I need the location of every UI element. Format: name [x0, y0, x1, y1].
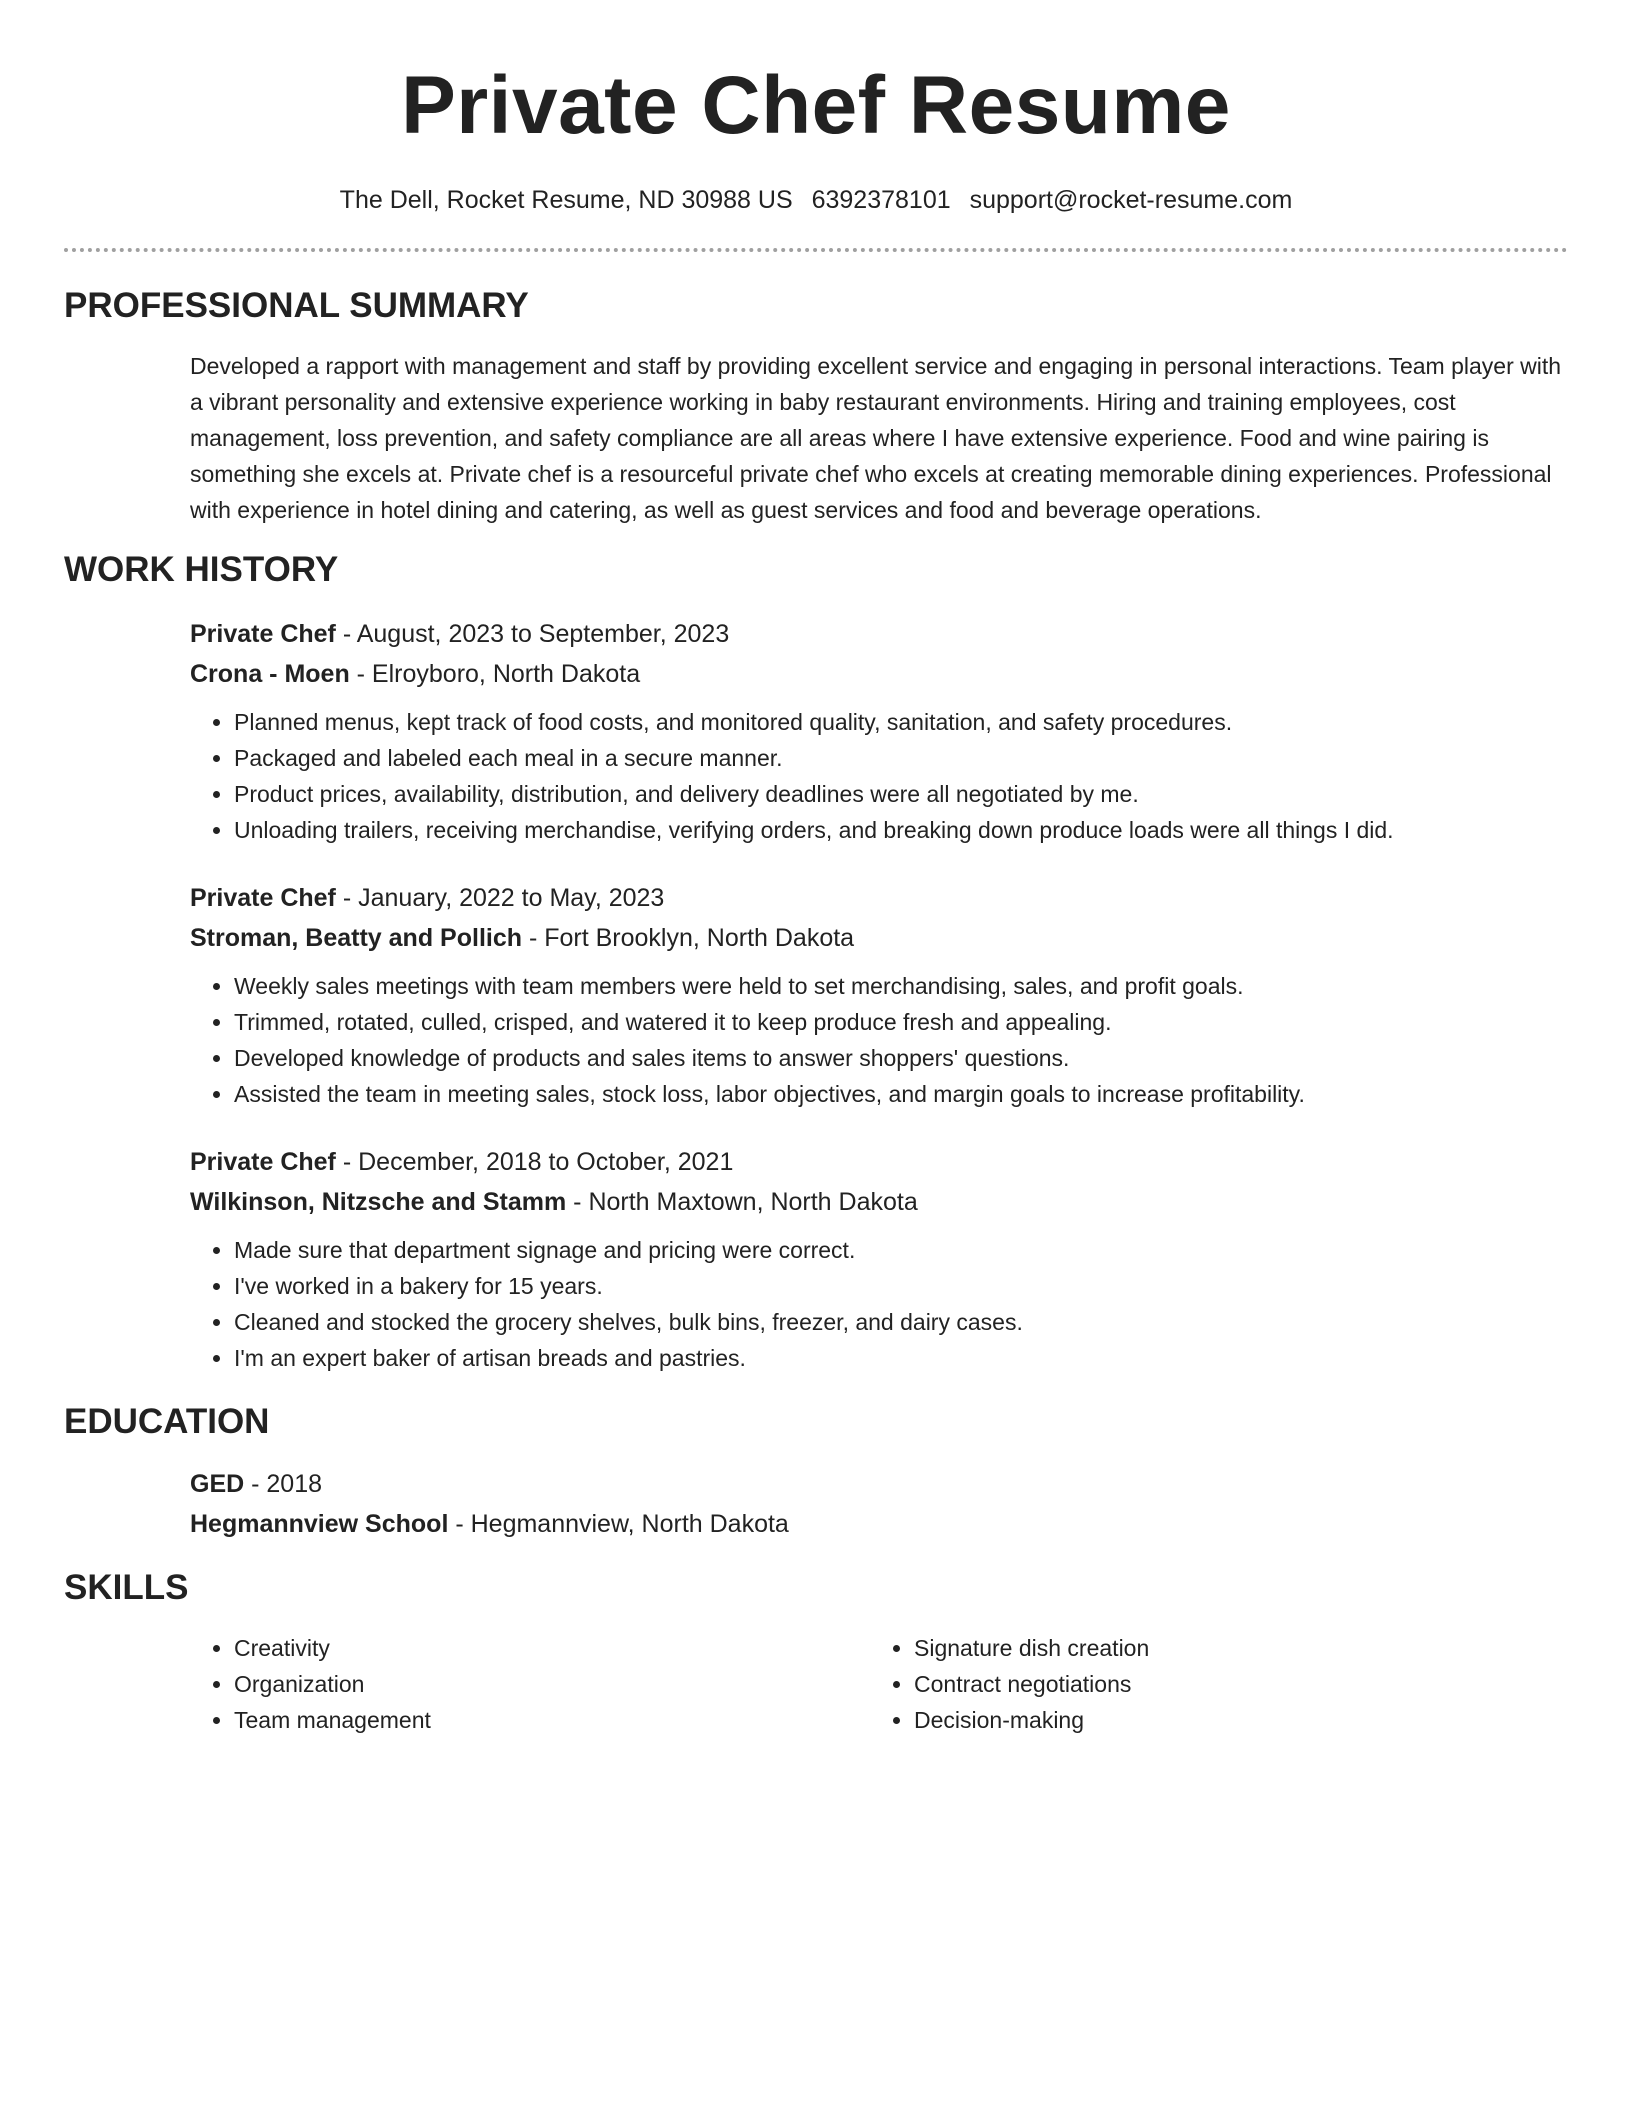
job-bullet: • Planned menus, kept track of food costs, and monitored quality, sanitation, and safety procedures.: [234, 704, 1568, 740]
skills-list-left: [190, 1630, 870, 1738]
job-entry: [190, 614, 1568, 848]
section-title-skills: SKILLS: [64, 1568, 189, 1607]
skill-item: • Team management: [234, 1702, 870, 1738]
section-title-education: EDUCATION: [64, 1402, 270, 1441]
section-title-summary: PROFESSIONAL SUMMARY: [64, 286, 529, 325]
job-company-line: [190, 654, 1568, 694]
education-entry: [190, 1464, 1568, 1544]
job-company: Stroman, Beatty and Pollich: [190, 924, 523, 952]
skill-item: • Contract negotiations: [914, 1666, 1490, 1702]
skills-grid: [190, 1630, 1568, 1738]
contact-line: [64, 184, 1568, 216]
work-history-section: [64, 548, 1568, 1376]
job-role: Private Chef: [190, 884, 336, 912]
job-bullet: • I'm an expert baker of artisan breads and pastries.: [234, 1340, 1568, 1376]
job-location: - Fort Brooklyn, North Dakota: [522, 924, 855, 952]
job-bullet: • Trimmed, rotated, culled, crisped, and watered it to keep produce fresh and appealing.: [234, 1004, 1568, 1040]
job-bullet: • Made sure that department signage and pricing were correct.: [234, 1232, 1568, 1268]
skill-item: • Creativity: [234, 1630, 870, 1666]
job-bullets: [190, 704, 1568, 848]
job-company: Wilkinson, Nitzsche and Stamm: [190, 1188, 567, 1216]
professional-summary-section: [64, 284, 1568, 528]
education-school-line: [190, 1504, 1568, 1544]
skill-item: • Decision-making: [914, 1702, 1490, 1738]
job-role: Private Chef: [190, 620, 336, 648]
job-role-line: [190, 878, 1568, 918]
job-bullet: • Product prices, availability, distribution, and delivery deadlines were all negotiated by me.: [234, 776, 1568, 812]
job-dates: - August, 2023 to September, 2023: [335, 620, 730, 648]
header-divider: [64, 248, 1568, 252]
job-company-line: [190, 918, 1568, 958]
skills-list-right: [870, 1630, 1490, 1738]
job-dates: - January, 2022 to May, 2023: [335, 884, 665, 912]
job-dates: - December, 2018 to October, 2021: [335, 1148, 734, 1176]
skills-section: [64, 1566, 1568, 1738]
job-entry: [190, 1142, 1568, 1376]
job-bullet: • Weekly sales meetings with team members were held to set merchandising, sales, and profit goals.: [234, 968, 1568, 1004]
summary-text: Developed a rapport with management and staff by providing excellent service and engaging in personal interactions. Team player with a vibrant personality and extensive experience working in baby restaurant environments. Hiring and training employees, cost management, loss prevention, and safety compliance are all areas where I have extensive experience. Food and wine pairing is something she excels at. Private chef is a resourceful private chef who excels at creating memorable dining experiences. Professional with experience in hotel dining and catering, as well as guest services and food and beverage operations.: [190, 353, 1562, 523]
job-company: Crona - Moen: [190, 660, 350, 688]
contact-email: support@rocket-resume.com: [969, 186, 1293, 214]
job-entry: [190, 878, 1568, 1112]
job-location: - Elroyboro, North Dakota: [349, 660, 641, 688]
education-year: - 2018: [244, 1470, 323, 1498]
contact-address: The Dell, Rocket Resume, ND 30988 US: [339, 186, 793, 214]
job-bullet: • I've worked in a bakery for 15 years.: [234, 1268, 1568, 1304]
job-company-line: [190, 1182, 1568, 1222]
job-bullet: • Assisted the team in meeting sales, stock loss, labor objectives, and margin goals to increase profitability.: [234, 1076, 1568, 1112]
job-role: Private Chef: [190, 1148, 336, 1176]
job-role-line: [190, 614, 1568, 654]
section-title-work: WORK HISTORY: [64, 550, 339, 589]
contact-phone: 6392378101: [811, 186, 951, 214]
job-bullet: • Developed knowledge of products and sales items to answer shoppers' questions.: [234, 1040, 1568, 1076]
education-degree: GED: [190, 1470, 245, 1498]
education-section: [64, 1400, 1568, 1544]
job-bullet: • Unloading trailers, receiving merchandise, verifying orders, and breaking down produce loads were all things I did.: [234, 812, 1568, 848]
education-school: Hegmannview School: [190, 1510, 449, 1538]
skill-item: • Organization: [234, 1666, 870, 1702]
resume-title: Private Chef Resume: [401, 60, 1231, 151]
job-bullet: • Cleaned and stocked the grocery shelves, bulk bins, freezer, and dairy cases.: [234, 1304, 1568, 1340]
education-degree-line: [190, 1464, 1568, 1504]
job-bullet: • Packaged and labeled each meal in a secure manner.: [234, 740, 1568, 776]
job-role-line: [190, 1142, 1568, 1182]
job-location: - North Maxtown, North Dakota: [566, 1188, 918, 1216]
job-bullets: [190, 968, 1568, 1112]
education-location: - Hegmannview, North Dakota: [448, 1510, 789, 1538]
job-bullets: [190, 1232, 1568, 1376]
skill-item: • Signature dish creation: [914, 1630, 1490, 1666]
